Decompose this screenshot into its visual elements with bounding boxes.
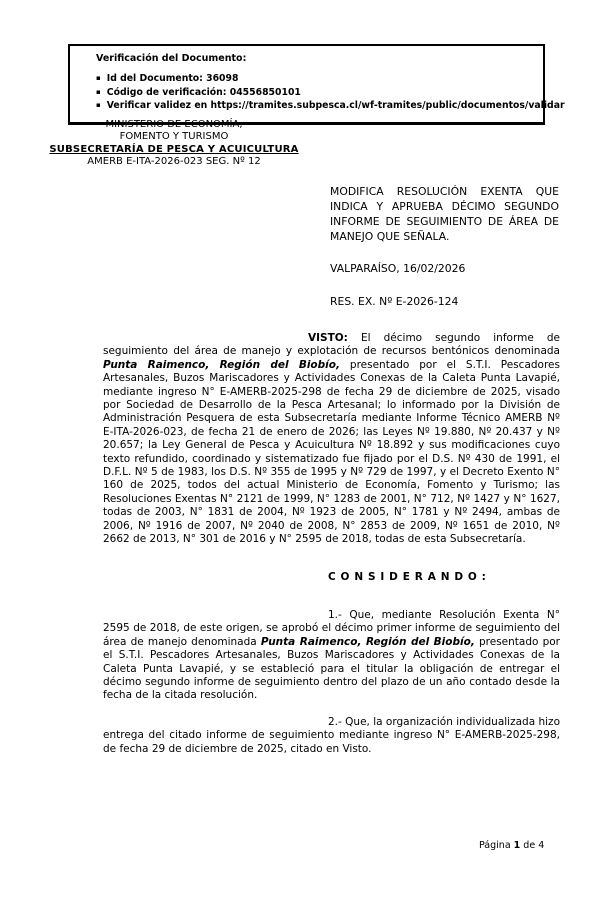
visto-paragraph xyxy=(103,332,560,547)
letterhead xyxy=(40,119,308,169)
item-1-text-before: 1.- Que, mediante Resolución Exenta N° 2595 de 2018, de este origen, se aprobó el décimo primer informe de seguimiento del área de manejo denominada xyxy=(103,608,560,648)
considerando-heading: C O N S I D E R A N D O : xyxy=(328,570,487,583)
verification-item-url xyxy=(96,99,565,113)
resolution-title-block xyxy=(330,184,559,309)
verification-url-text: Verificar validez en https://tramites.subpesca.cl/wf-tramites/public/documentos/validar xyxy=(106,100,565,111)
resolution-number: RES. EX. Nº E-2026-124 xyxy=(330,295,459,308)
resolution-subject: MODIFICA RESOLUCIÓN EXENTA QUE INDICA Y APRUEBA DÉCIMO SEGUNDO INFORME DE SEGUIMIENTO DE ÁREA DE MANEJO QUE SEÑALA. xyxy=(330,185,559,243)
resolution-body xyxy=(103,332,560,756)
bullet-icon: ▪ xyxy=(96,87,101,96)
verification-item-code-text: Código de verificación: 04556850101 xyxy=(106,86,301,98)
considerando-item-1 xyxy=(103,609,560,703)
considerando-item-2 xyxy=(103,716,560,756)
bullet-icon: ▪ xyxy=(96,101,101,109)
verification-title: Verificación del Documento: xyxy=(96,53,247,64)
visto-label: VISTO: xyxy=(308,332,348,344)
subsecretaria-title: SUBSECRETARÍA DE PESCA Y ACUICULTURA xyxy=(49,143,299,155)
item-1-text-after: presentado por el S.T.I. Pescadores Artesanales, Buzos Mariscadores y Actividades Conexas de la Caleta Punta Lavapié, y se estableció para el titular la obligación de entregar el décimo segundo informe de seguimiento dentro del plazo de un año contado desde la fecha de la citada resolución. xyxy=(103,635,560,702)
verification-item-code xyxy=(96,86,533,100)
verification-box xyxy=(68,44,565,125)
item-2-text: 2.- Que, la organización individualizada hizo entrega del citado informe de seguimiento mediante ingreso N° E-AMERB-2025-298, de fecha 29 de diciembre de 2025, citado en Visto. xyxy=(103,715,560,755)
page-label-before: Página xyxy=(479,840,514,851)
page-number: 1 xyxy=(513,840,521,851)
area-name-highlight: Punta Raimenco, Región del Biobío, xyxy=(103,358,340,371)
amerb-reference: AMERB E-ITA-2026-023 SEG. Nº 12 xyxy=(87,156,261,168)
visto-text-before: El décimo segundo informe de seguimiento del área de manejo y explotación de recursos bentónicos denominada xyxy=(103,332,560,358)
ministry-line-2: FOMENTO Y TURISMO xyxy=(119,131,229,143)
verification-item-id-text: Id del Documento: 36098 xyxy=(106,73,239,84)
page-number-footer xyxy=(479,840,544,851)
page-label-after: de 4 xyxy=(520,840,545,851)
place-and-date: VALPARAÍSO, 16/02/2026 xyxy=(330,262,466,275)
ministry-line-1: MINISTERIO DE ECONOMÍA, xyxy=(105,119,243,130)
verification-item-id xyxy=(96,72,533,86)
area-name-highlight: Punta Raimenco, Región del Biobío, xyxy=(260,635,475,648)
visto-text-after: presentado por el S.T.I. Pescadores Artesanales, Buzos Mariscadores y Actividades Conexas de la Caleta Punta Lavapié, mediante ingreso N° E-AMERB-2025-298 de fecha 29 de diciembre de 2025, visado por Sociedad de Desarrollo de la Pesca Artesanal; lo informado por la División de Administración Pesquera de esta Subsecretaría mediante Informe Técnico AMERB Nº E-ITA-2026-023, de fecha 21 de enero de 2026; las Leyes Nº 19.880, Nº 20.437 y Nº 20.657; la Ley General de Pesca y Acuicultura Nº 18.892 y sus modificaciones cuyo texto refundido, coordinado y sistematizado fue fijado por el D.S. Nº 430 de 1991, el D.F.L. Nº 5 de 1983, los D.S. Nº 355 de 1995 y Nº 729 de 1997, y el Decreto Exento N° 160 de 2025, todos del actual Ministerio de Economía, Fomento y Turismo; las Resoluciones Exentas N° 2121 de 1999, N° 1283 de 2001, N° 712, Nº 1427 y N° 1627, todas de 2003, N° 1831 de 2004, Nº 1923 de 2005, N° 1781 y Nº 2494, ambas de 2006, Nº 1916 de 2007, Nº 2040 de 2008, N° 2853 de 2009, Nº 1651 de 2010, Nº 2662 de 2013, N° 301 de 2016 y N° 2595 de 2018, todas de esta Subsecretaría. xyxy=(103,358,560,546)
bullet-icon: ▪ xyxy=(96,74,101,82)
